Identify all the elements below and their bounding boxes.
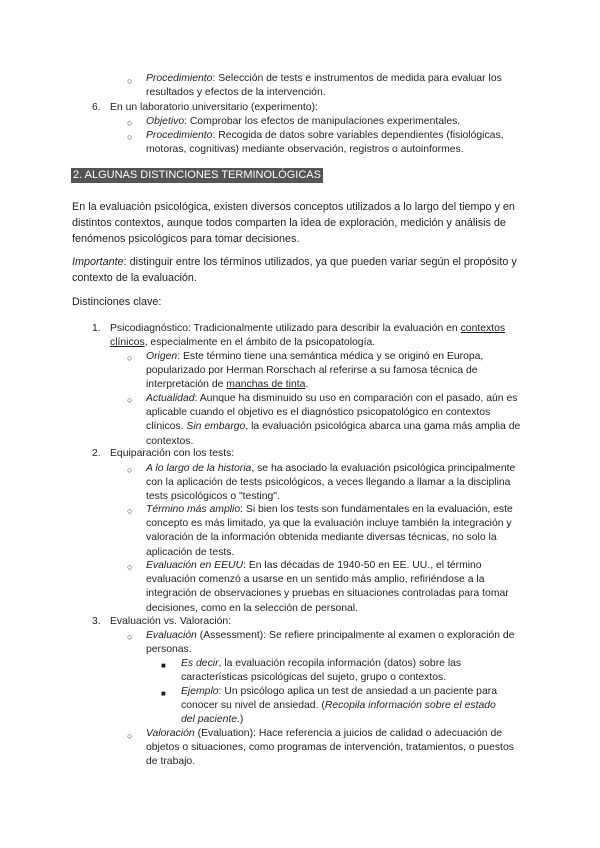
bullet-circle: ○ — [127, 632, 133, 642]
list-item-tests: Equiparación con los tests: — [110, 448, 235, 459]
list-item: En un laboratorio universitario (experimento): — [110, 102, 318, 113]
intro-paragraph: En la evaluación psicológica, existen diversos conceptos utilizados a lo largo del tiempo y en distintos contextos, aunque todos comparten la idea de exploración, medición y análisis de fenómenos psicológicos para tomar decisiones. — [72, 201, 515, 245]
link-contextos-clinicos[interactable]: contextos clínicos — [110, 323, 506, 349]
list-item: Evaluación en EEUU: En las décadas de 1940-50 en EE. UU., el término evaluación comenzó a usarse en un sentido más amplio, refiriéndose a la integración de observaciones y pruebas en situaciones controladas para tomar decisiones, como en la selección de personal. — [146, 560, 509, 614]
list-item: Procedimiento: Selección de tests e instrumentos de medida para evaluar los resultados y efectos de la intervención. — [146, 73, 502, 99]
list-item: Actualidad: Aunque ha disminuido su uso en comparación con el pasado, aún es aplicable cuando el objetivo es el diagnóstico psicopatológico en contextos clínicos. Sin embargo, la evaluación psicológica abarca una gama más amplia de contextos. — [146, 393, 521, 447]
list-item: Ejemplo: Un psicólogo aplica un test de ansiedad a un paciente para conocer su nivel de ansiedad. (Recopila información sobre el estado del paciente.) — [181, 686, 497, 726]
list-number: 3. — [92, 616, 101, 627]
list-item: Objetivo: Comprobar los efectos de manipulaciones experimentales. — [146, 116, 461, 127]
bullet-square: ■ — [161, 689, 166, 698]
bullet-circle: ○ — [127, 465, 133, 475]
list-number: 6. — [92, 102, 101, 113]
bullet-circle: ○ — [127, 731, 133, 741]
list-item: Valoración (Evaluation): Hace referencia a juicios de calidad o adecuación de objetos o situaciones, como programas de intervención, tratamientos, o puestos de trabajo. — [146, 728, 514, 768]
bullet-circle: ○ — [127, 76, 133, 86]
list-number: 1. — [92, 323, 101, 334]
list-item: Término más amplio: Si bien los tests son fundamentales en la evaluación, este concepto es más limitado, ya que la evaluación incluye también la integración y valoración de la información obtenida mediante diversas técnicas, no solo la aplicación de tests. — [146, 504, 513, 558]
link-manchas-de-tinta[interactable]: manchas de tinta — [226, 379, 306, 391]
list-number: 2. — [92, 448, 101, 459]
list-item-psicodiagnostico: Psicodiagnóstico: Tradicionalmente utilizado para describir la evaluación en contextos clínicos, especialmente en el ámbito de la psicopatología. — [110, 323, 506, 349]
list-item: A lo largo de la historia, se ha asociado la evaluación psicológica principalmente con la aplicación de tests psicológicos, a veces llegando a llamar a la disciplina tests psicológicos o "testing". — [146, 463, 516, 503]
important-note: Importante: distinguir entre los términos utilizados, ya que pueden variar según el propósito y contexto de la evaluación. — [72, 256, 517, 284]
list-item: Es decir, la evaluación recopila información (datos) sobre las características psicológicas del sujeto, grupo o contextos. — [181, 658, 462, 684]
bullet-circle: ○ — [127, 353, 133, 363]
bullet-circle: ○ — [127, 395, 133, 405]
bullet-circle: ○ — [127, 562, 133, 572]
bullet-circle: ○ — [127, 506, 133, 516]
list-item: Origen: Este término tiene una semántica médica y se originó en Europa, popularizado por Herman Rorschach al referirse a su famosa técnica de interpretación de manchas de tinta. — [146, 351, 484, 391]
section-heading: 2. ALGUNAS DISTINCIONES TERMINOLÓGICAS — [73, 169, 321, 181]
distinctions-label: Distinciones clave: — [72, 296, 162, 308]
bullet-circle: ○ — [127, 118, 133, 128]
list-item: Evaluación (Assessment): Se refiere principalmente al examen o exploración de personas. — [146, 630, 515, 656]
bullet-square: ■ — [161, 661, 166, 670]
bullet-circle: ○ — [127, 132, 133, 142]
list-item: Procedimiento: Recogida de datos sobre variables dependientes (fisiológicas, motoras, cognitivas) mediante observación, registros o autoinformes. — [146, 130, 504, 156]
list-item-evaluacion: Evaluación vs. Valoración: — [110, 616, 232, 627]
